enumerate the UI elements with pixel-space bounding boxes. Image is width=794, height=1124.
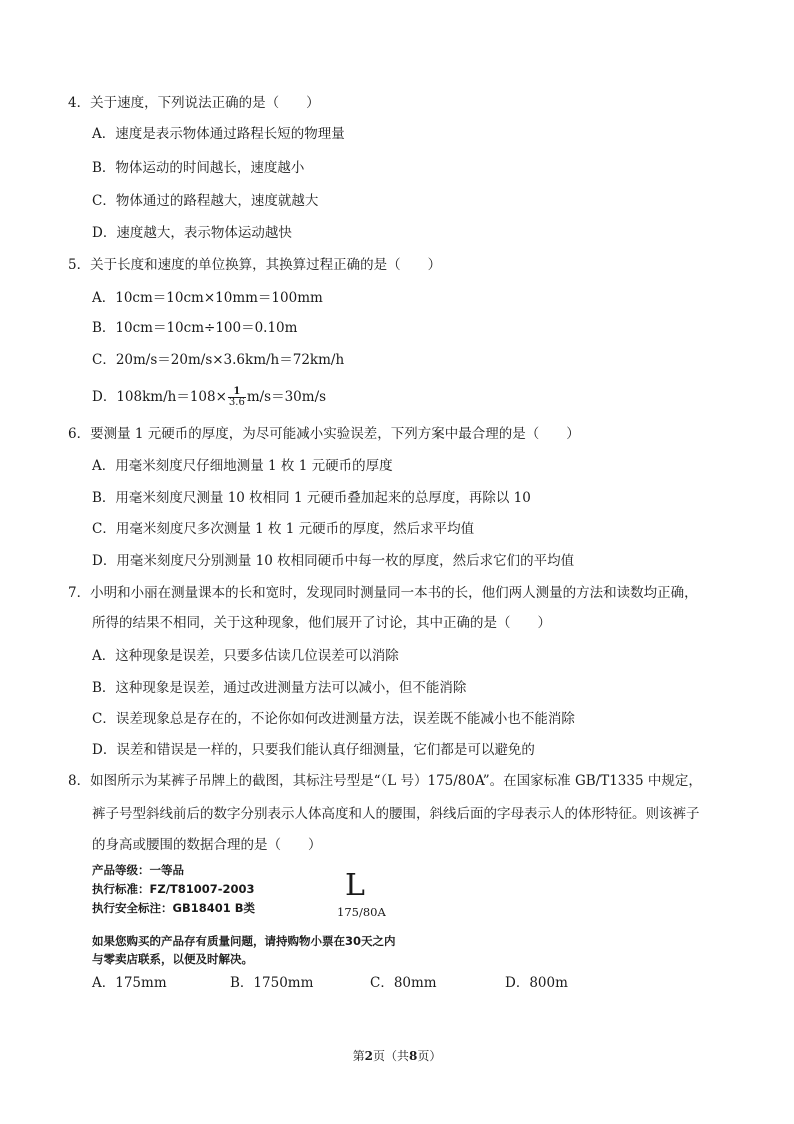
question-7-option-d: D．误差和错误是一样的，只要我们能认真仔细测量，它们都是可以避免的 [92, 742, 535, 758]
question-7-stem-continued: 所得的结果不相同，关于这种现象，他们展开了讨论，其中正确的是（ ） [92, 615, 551, 631]
fraction-numerator: 1 [228, 387, 246, 398]
tag-notice-line-1: 如果您购买的产品存有质量问题，请持购物小票在30天之内 [92, 934, 396, 948]
question-4-option-a: A．速度是表示物体通过路程长短的物理量 [92, 126, 345, 142]
tag-size-letter: L [345, 868, 365, 903]
footer-prefix: 第 [352, 1049, 365, 1063]
tag-safety-line: 执行安全标注：GB18401 B类 [92, 901, 255, 915]
tag-standard-line: 执行标准：FZ/T81007-2003 [92, 882, 255, 896]
tag-size-code: 175/80A [337, 905, 386, 919]
fraction-denominator: 3.6 [228, 397, 245, 408]
question-8-option-b: B．1750mm [230, 975, 314, 991]
question-6-option-a: A．用毫米刻度尺仔细地测量 1 枚 1 元硬币的厚度 [92, 458, 393, 474]
question-4-option-b: B．物体运动的时间越长，速度越小 [92, 160, 305, 176]
question-8-option-c: C．80mm [370, 975, 437, 991]
question-6-option-c: C．用毫米刻度尺多次测量 1 枚 1 元硬币的厚度，然后求平均值 [92, 521, 475, 537]
question-8-stem-continued-1: 裤子号型斜线前后的数字分别表示人体高度和人的腰围，斜线后面的字母表示人的体形特征。则该裤子 [92, 806, 700, 822]
question-7-option-b: B．这种现象是误差，通过改进测量方法可以减小，但不能消除 [92, 680, 467, 696]
question-5-option-d [92, 387, 326, 408]
question-4-option-c: C．物体通过的路程越大，速度就越大 [92, 193, 319, 209]
question-7-option-c: C．误差现象总是存在的，不论你如何改进测量方法，误差既不能减小也不能消除 [92, 711, 575, 727]
page-footer [0, 1047, 794, 1064]
tag-grade-line: 产品等级：一等品 [92, 863, 184, 877]
question-8-stem: 8．如图所示为某裤子吊牌上的截图，其标注号型是“（L 号）175/80A”。在国家标准 GB/T1335 中规定， [68, 773, 702, 789]
question-5-option-a: A．10cm＝10cm×10mm＝100mm [92, 290, 323, 306]
question-5-option-c: C．20m/s＝20m/s×3.6km/h＝72km/h [92, 352, 345, 368]
question-4-option-d: D．速度越大，表示物体运动越快 [92, 225, 292, 241]
question-8-option-d: D．800m [505, 975, 568, 991]
tag-notice-line-2: 与零卖店联系，以便及时解决。 [92, 952, 253, 966]
question-6-option-b: B．用毫米刻度尺测量 10 枚相同 1 元硬币叠加起来的总厚度，再除以 10 [92, 490, 531, 506]
total-pages: 8 [409, 1049, 418, 1063]
question-7-option-a: A．这种现象是误差，只要多估读几位误差可以消除 [92, 648, 399, 664]
question-6-option-d: D．用毫米刻度尺分别测量 10 枚相同硬币中每一枚的厚度，然后求它们的平均值 [92, 553, 575, 569]
question-5-option-d-before: D．108km/h＝108× [92, 389, 227, 405]
question-4-stem: 4．关于速度，下列说法正确的是（ ） [68, 95, 320, 111]
page-number: 2 [364, 1049, 373, 1063]
question-5-option-d-after: m/s＝30m/s [246, 389, 327, 405]
footer-middle: 页（共 [372, 1049, 409, 1063]
question-5-stem: 5．关于长度和速度的单位换算，其换算过程正确的是（ ） [68, 257, 442, 273]
question-5-option-b: B．10cm＝10cm÷100＝0.10m [92, 320, 298, 336]
question-8-stem-continued-2: 的身高或腰围的数据合理的是（ ） [92, 837, 322, 853]
question-8-option-a: A．175mm [92, 975, 167, 991]
footer-suffix: 页） [417, 1049, 442, 1063]
question-7-stem: 7．小明和小丽在测量课本的长和宽时，发现同时测量同一本书的长，他们两人测量的方法和读数均正确， [68, 585, 698, 601]
fraction [228, 387, 246, 408]
question-6-stem: 6．要测量 1 元硬币的厚度，为尽可能减小实验误差，下列方案中最合理的是（ ） [68, 426, 580, 442]
